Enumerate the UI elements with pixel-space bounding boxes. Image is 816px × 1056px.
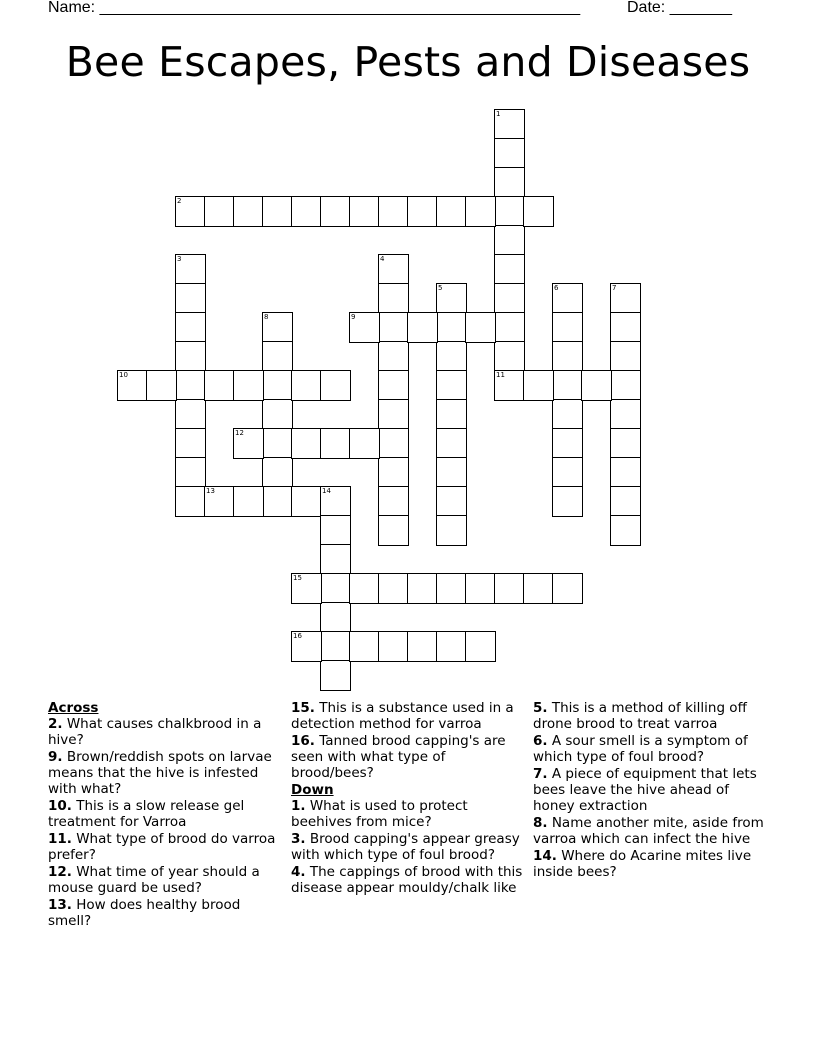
grid-cell[interactable] (610, 515, 641, 546)
grid-cell[interactable] (407, 631, 438, 662)
clue-number: 16. (291, 733, 315, 749)
grid-cell[interactable] (436, 399, 467, 430)
grid-cell[interactable] (175, 486, 206, 517)
grid-cell[interactable] (494, 573, 525, 604)
grid-cell[interactable] (523, 573, 554, 604)
clue-item (533, 733, 765, 765)
clue-text: Brown/reddish spots on larvae means that the hive is infested with what? (48, 749, 272, 797)
grid-cell[interactable] (204, 486, 235, 517)
grid-cell[interactable] (465, 312, 496, 343)
down-clue-list (291, 798, 523, 896)
clue-number: 12. (48, 864, 72, 880)
clue-item (291, 864, 523, 896)
clue-text: The cappings of brood with this disease appear mouldy/chalk like (291, 864, 523, 896)
grid-cell[interactable] (552, 457, 583, 488)
clue-number: 10. (48, 798, 72, 814)
clue-text: What type of brood do varroa prefer? (48, 831, 276, 863)
grid-cell[interactable] (320, 631, 351, 662)
clues-column-1 (48, 700, 280, 930)
grid-cell[interactable] (436, 283, 467, 314)
clue-text: How does healthy brood smell? (48, 897, 241, 929)
cell-number: 14 (322, 487, 331, 495)
grid-cell[interactable] (523, 196, 554, 227)
clue-number: 3. (291, 831, 306, 847)
cell-number: 15 (293, 574, 302, 582)
across-clue-list (48, 716, 280, 929)
grid-cell[interactable] (262, 399, 293, 430)
grid-cell[interactable] (175, 399, 206, 430)
cell-number: 12 (235, 429, 244, 437)
grid-cell[interactable] (494, 196, 525, 227)
clue-number: 1. (291, 798, 306, 814)
grid-cell[interactable] (262, 457, 293, 488)
clue-text: Tanned brood capping's are seen with what type of brood/bees? (291, 733, 506, 781)
grid-cell[interactable] (233, 370, 264, 401)
grid-cell[interactable] (262, 428, 293, 459)
grid-cell[interactable] (349, 312, 380, 343)
clue-item (291, 700, 523, 732)
grid-cell[interactable] (610, 399, 641, 430)
clue-item (533, 700, 765, 732)
grid-cell[interactable] (262, 341, 293, 372)
cell-number: 8 (264, 313, 269, 321)
grid-cell[interactable] (378, 631, 409, 662)
grid-cell[interactable] (436, 457, 467, 488)
grid-cell[interactable] (117, 370, 148, 401)
grid-cell[interactable] (175, 254, 206, 285)
grid-cell[interactable] (349, 573, 380, 604)
clue-text: Where do Acarine mites live inside bees? (533, 848, 752, 880)
grid-cell[interactable] (610, 457, 641, 488)
down-heading: Down (291, 782, 334, 798)
grid-cell[interactable] (610, 370, 641, 401)
cell-number: 6 (554, 284, 559, 292)
grid-cell[interactable] (436, 631, 467, 662)
grid-cell[interactable] (378, 312, 409, 343)
clue-item (48, 716, 280, 748)
grid-cell[interactable] (378, 341, 409, 372)
grid-cell[interactable] (494, 283, 525, 314)
cell-number: 7 (612, 284, 617, 292)
grid-cell[interactable] (552, 312, 583, 343)
grid-cell[interactable] (552, 573, 583, 604)
grid-cell[interactable] (494, 312, 525, 343)
grid-cell[interactable] (291, 486, 322, 517)
clue-item (48, 864, 280, 896)
clues-column-3 (533, 700, 765, 881)
grid-cell[interactable] (465, 573, 496, 604)
grid-cell[interactable] (494, 370, 525, 401)
grid-cell[interactable] (552, 428, 583, 459)
grid-cell[interactable] (378, 254, 409, 285)
grid-cell[interactable] (175, 312, 206, 343)
clue-text: What is used to protect beehives from mice? (291, 798, 468, 830)
grid-cell[interactable] (378, 457, 409, 488)
grid-cell[interactable] (262, 312, 293, 343)
grid-cell[interactable] (320, 602, 351, 633)
clue-number: 9. (48, 749, 63, 765)
grid-cell[interactable] (436, 573, 467, 604)
grid-cell[interactable] (233, 486, 264, 517)
grid-cell[interactable] (436, 341, 467, 372)
clue-item (48, 897, 280, 929)
grid-cell[interactable] (552, 341, 583, 372)
clue-number: 2. (48, 716, 63, 732)
down-clue-list-continued (533, 700, 765, 880)
grid-cell[interactable] (552, 370, 583, 401)
grid-cell[interactable] (320, 660, 351, 691)
grid-cell[interactable] (494, 109, 525, 140)
clue-text: This is a method of killing off drone brood to treat varroa (533, 700, 747, 732)
date-field-label: Date: _______ (627, 0, 732, 16)
grid-cell[interactable] (552, 399, 583, 430)
across-heading: Across (48, 700, 99, 716)
grid-cell[interactable] (262, 370, 293, 401)
grid-cell[interactable] (436, 312, 467, 343)
grid-cell[interactable] (494, 225, 525, 256)
grid-cell[interactable] (378, 573, 409, 604)
cell-number: 3 (177, 255, 182, 263)
grid-cell[interactable] (436, 428, 467, 459)
grid-cell[interactable] (175, 196, 206, 227)
grid-cell[interactable] (610, 283, 641, 314)
grid-cell[interactable] (610, 341, 641, 372)
grid-cell[interactable] (175, 341, 206, 372)
grid-cell[interactable] (407, 573, 438, 604)
clue-text: This is a slow release gel treatment for Varroa (48, 798, 245, 830)
clue-number: 4. (291, 864, 306, 880)
grid-cell[interactable] (320, 196, 351, 227)
grid-cell[interactable] (320, 515, 351, 546)
clue-text: What time of year should a mouse guard be used? (48, 864, 260, 896)
grid-cell[interactable] (523, 370, 554, 401)
grid-cell[interactable] (436, 486, 467, 517)
cell-number: 10 (119, 371, 128, 379)
grid-cell[interactable] (407, 312, 438, 343)
cell-number: 2 (177, 197, 182, 205)
cell-number: 4 (380, 255, 385, 263)
grid-cell[interactable] (465, 196, 496, 227)
grid-cell[interactable] (436, 515, 467, 546)
grid-cell[interactable] (175, 370, 206, 401)
clue-item (48, 749, 280, 797)
grid-cell[interactable] (291, 573, 322, 604)
grid-cell[interactable] (610, 486, 641, 517)
grid-cell[interactable] (494, 138, 525, 169)
clue-item (291, 831, 523, 863)
cell-number: 9 (351, 313, 356, 321)
clue-text: Name another mite, aside from varroa which can infect the hive (533, 815, 764, 847)
grid-cell[interactable] (378, 399, 409, 430)
grid-cell[interactable] (320, 486, 351, 517)
grid-cell[interactable] (291, 196, 322, 227)
grid-cell[interactable] (465, 631, 496, 662)
clue-number: 7. (533, 766, 548, 782)
grid-cell[interactable] (320, 573, 351, 604)
clue-number: 14. (533, 848, 557, 864)
clue-text: This is a substance used in a detection method for varroa (291, 700, 514, 732)
grid-cell[interactable] (349, 631, 380, 662)
clue-text: What causes chalkbrood in a hive? (48, 716, 262, 748)
grid-cell[interactable] (436, 196, 467, 227)
grid-cell[interactable] (291, 370, 322, 401)
grid-cell[interactable] (349, 428, 380, 459)
grid-cell[interactable] (291, 631, 322, 662)
grid-cell[interactable] (552, 283, 583, 314)
grid-cell[interactable] (349, 196, 380, 227)
grid-cell[interactable] (262, 196, 293, 227)
across-clue-list-continued (291, 700, 523, 781)
grid-cell[interactable] (320, 544, 351, 575)
grid-cell[interactable] (552, 486, 583, 517)
clue-text: Brood capping's appear greasy with which type of foul brood? (291, 831, 520, 863)
clue-text: A sour smell is a symptom of which type of foul brood? (533, 733, 748, 765)
grid-cell[interactable] (175, 283, 206, 314)
grid-cell[interactable] (204, 370, 235, 401)
grid-cell[interactable] (610, 312, 641, 343)
grid-cell[interactable] (494, 167, 525, 198)
grid-cell[interactable] (494, 254, 525, 285)
cell-number: 5 (438, 284, 443, 292)
name-field-label: Name: ______________________________________________________ (48, 0, 581, 16)
grid-cell[interactable] (378, 428, 409, 459)
grid-cell[interactable] (581, 370, 612, 401)
grid-cell[interactable] (233, 428, 264, 459)
grid-cell[interactable] (175, 428, 206, 459)
clue-number: 5. (533, 700, 548, 716)
cell-number: 1 (496, 110, 501, 118)
clue-item (533, 766, 765, 814)
grid-cell[interactable] (320, 370, 351, 401)
grid-cell[interactable] (378, 370, 409, 401)
grid-cell[interactable] (378, 283, 409, 314)
grid-cell[interactable] (378, 196, 409, 227)
clue-item (533, 815, 765, 847)
grid-cell[interactable] (436, 370, 467, 401)
clues-column-2 (291, 700, 523, 897)
clue-number: 15. (291, 700, 315, 716)
clue-item (48, 831, 280, 863)
grid-cell[interactable] (378, 515, 409, 546)
clue-number: 11. (48, 831, 72, 847)
clue-item (533, 848, 765, 880)
grid-cell[interactable] (610, 428, 641, 459)
cell-number: 11 (496, 371, 505, 379)
grid-cell[interactable] (407, 196, 438, 227)
grid-cell[interactable] (204, 196, 235, 227)
grid-cell[interactable] (320, 428, 351, 459)
grid-cell[interactable] (494, 341, 525, 372)
clue-number: 13. (48, 897, 72, 913)
grid-cell[interactable] (175, 457, 206, 488)
cell-number: 13 (206, 487, 215, 495)
clue-item (291, 798, 523, 830)
clue-number: 8. (533, 815, 548, 831)
clue-text: A piece of equipment that lets bees leave the hive ahead of honey extraction (533, 766, 757, 814)
cell-number: 16 (293, 632, 302, 640)
grid-cell[interactable] (378, 486, 409, 517)
clue-number: 6. (533, 733, 548, 749)
page-title: Bee Escapes, Pests and Diseases (65, 38, 751, 86)
grid-cell[interactable] (146, 370, 177, 401)
grid-cell[interactable] (233, 196, 264, 227)
clue-item (48, 798, 280, 830)
grid-cell[interactable] (262, 486, 293, 517)
grid-cell[interactable] (291, 428, 322, 459)
clue-item (291, 733, 523, 781)
